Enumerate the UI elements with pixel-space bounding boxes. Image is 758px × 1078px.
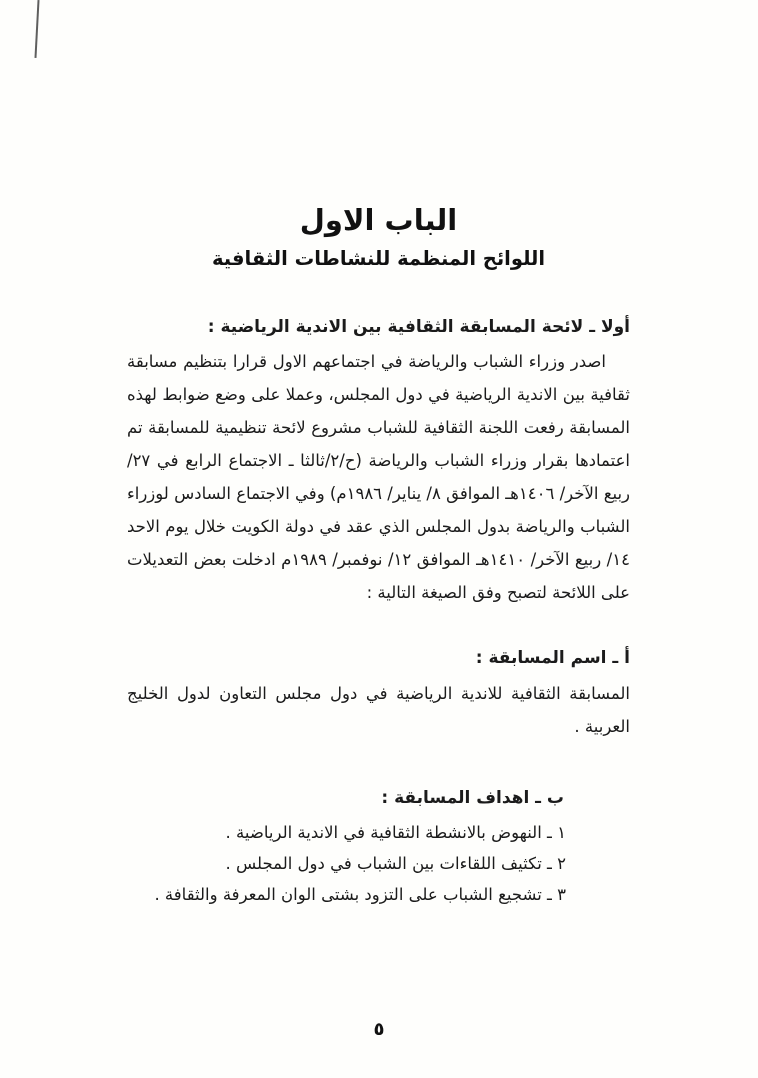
section-b-heading: ب ـ اهداف المسابقة : — [381, 788, 564, 808]
section-first-heading: أولا ـ لائحة المسابقة الثقافية بين الاندية الرياضية : — [207, 317, 630, 337]
goal-item-1: ١ ـ النهوض بالانشطة الثقافية في الاندية الرياضية . — [225, 823, 566, 842]
scan-artifact-line — [34, 0, 39, 58]
chapter-title: الباب الاول — [299, 203, 458, 237]
chapter-subtitle: اللوائح المنظمة للنشاطات الثقافية — [211, 247, 546, 270]
page-content — [127, 203, 630, 910]
goal-item-2: ٢ ـ تكثيف اللقاءات بين الشباب في دول المجلس . — [225, 854, 566, 873]
page-number: ٥ — [373, 1019, 385, 1040]
section-a-body: المسابقة الثقافية للاندية الرياضية في دول مجلس التعاون لدول الخليج العربية . — [127, 684, 630, 736]
goal-item-3: ٣ ـ تشجيع الشباب على التزود بشتى الوان المعرفة والثقافة . — [154, 885, 566, 904]
goals-list — [127, 817, 630, 910]
section-first-body: اصدر وزراء الشباب والرياضة في اجتماعهم الاول قرارا بتنظيم مسابقة ثقافية بين الاندية الرياضية في دول المجلس، وعملا على وضع ضوابط لهذه المسابقة رفعت اللجنة الثقافية للشباب مشروع لائحة تنظيمية للمسابقة تم اعتمادها بقرار وزراء الشباب والرياضة (ح/٢/ثالثا ـ الاجتماع الرابع في ٢٧/ ربيع الآخر/ ١٤٠٦هـ الموافق ٨/ يناير/ ١٩٨٦م) وفي الاجتماع السادس لوزراء الشباب والرياضة بدول المجلس الذي عقد في دولة الكويت خلال يوم الاحد ١٤/ ربيع الآخر/ ١٤١٠هـ الموافق ١٢/ نوفمبر/ ١٩٨٩م ادخلت بعض التعديلات على اللائحة لتصبح وفق الصيغة التالية : — [127, 352, 631, 602]
section-a-heading: أ ـ اسم المسابقة : — [475, 648, 630, 668]
